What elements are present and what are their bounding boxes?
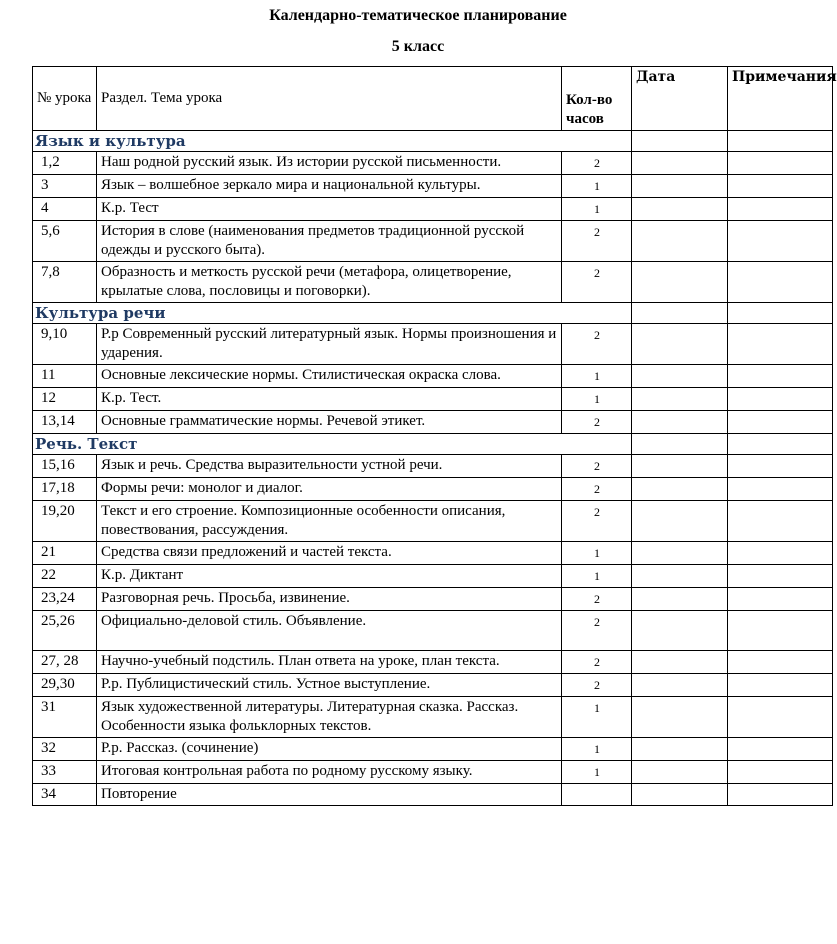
lesson-number: 17,18 [33,478,97,501]
lesson-date-cell [632,588,728,611]
lesson-topic: Основные лексические нормы. Стилистическая окраска слова. [97,365,562,388]
lesson-notes-cell [728,411,833,434]
header-row [33,67,833,131]
lesson-number: 15,16 [33,455,97,478]
lesson-notes-cell [728,262,833,303]
lesson-topic: Язык и речь. Средства выразительности устной речи. [97,455,562,478]
header-hours: Кол-во часов [562,67,632,131]
lesson-notes-cell [728,388,833,411]
lesson-notes-cell [728,738,833,761]
lesson-hours: 1 [562,565,632,588]
lesson-notes-cell [728,501,833,542]
header-notes: Примечания [728,67,833,131]
lesson-topic: Повторение [97,784,562,806]
lesson-notes-cell [728,221,833,262]
lesson-notes-cell [728,175,833,198]
lesson-topic: Язык художественной литературы. Литературная сказка. Рассказ. Особенности языка фольклорных текстов. [97,697,562,738]
lesson-number: 23,24 [33,588,97,611]
lesson-date-cell [632,761,728,784]
page-title: Календарно-тематическое планирование [269,7,567,24]
plan-table [32,66,837,806]
lesson-number: 29,30 [33,674,97,697]
lesson-topic: Научно-учебный подстиль. План ответа на уроке, план текста. [97,651,562,674]
header-topic: Раздел. Тема урока [97,67,562,131]
lesson-row [33,478,833,501]
lesson-notes-cell [728,198,833,221]
lesson-row [33,262,833,303]
lesson-notes-cell [728,565,833,588]
lesson-row [33,388,833,411]
lesson-date-cell [632,784,728,806]
lesson-notes-cell [728,697,833,738]
lesson-number: 4 [33,198,97,221]
lesson-date-cell [632,501,728,542]
lesson-date-cell [632,198,728,221]
lesson-row [33,152,833,175]
lesson-number: 5,6 [33,221,97,262]
lesson-notes-cell [728,651,833,674]
lesson-date-cell [632,697,728,738]
lesson-number: 34 [33,784,97,806]
section-date-cell [632,303,728,324]
lesson-hours: 2 [562,651,632,674]
lesson-topic: Разговорная речь. Просьба, извинение. [97,588,562,611]
lesson-topic: Официально-деловой стиль. Объявление. [97,611,562,651]
section-date-cell [632,434,728,455]
lesson-number: 27, 28 [33,651,97,674]
lesson-notes-cell [728,542,833,565]
section-title: Культура речи [33,303,632,324]
section-row [33,131,833,152]
lesson-topic: Язык – волшебное зеркало мира и национальной культуры. [97,175,562,198]
lesson-notes-cell [728,478,833,501]
lesson-row [33,198,833,221]
lesson-date-cell [632,738,728,761]
lesson-row [33,588,833,611]
lesson-row [33,738,833,761]
lesson-row [33,221,833,262]
lesson-date-cell [632,565,728,588]
lesson-number: 32 [33,738,97,761]
lesson-number: 33 [33,761,97,784]
lesson-row [33,542,833,565]
section-notes-cell [728,131,833,152]
lesson-topic: История в слове (наименования предметов традиционной русской одежды и русского быта). [97,221,562,262]
section-notes-cell [728,434,833,455]
lesson-topic: Р.р. Публицистический стиль. Устное выступление. [97,674,562,697]
lesson-row [33,411,833,434]
lesson-number: 11 [33,365,97,388]
lesson-topic: Текст и его строение. Композиционные особенности описания, повествования, рассуждения. [97,501,562,542]
lesson-row [33,365,833,388]
lesson-hours: 1 [562,761,632,784]
lesson-row [33,651,833,674]
lesson-topic: Основные грамматические нормы. Речевой этикет. [97,411,562,434]
lesson-topic: Формы речи: монолог и диалог. [97,478,562,501]
lesson-date-cell [632,388,728,411]
lesson-notes-cell [728,784,833,806]
lesson-hours: 1 [562,542,632,565]
lesson-row [33,565,833,588]
lesson-date-cell [632,455,728,478]
lesson-row [33,697,833,738]
lesson-notes-cell [728,324,833,365]
lesson-date-cell [632,542,728,565]
lesson-notes-cell [728,365,833,388]
lesson-number: 22 [33,565,97,588]
header-date: Дата [632,67,728,131]
lesson-hours: 2 [562,611,632,651]
lesson-row [33,611,833,651]
lesson-hours: 1 [562,365,632,388]
lesson-date-cell [632,175,728,198]
lesson-number: 21 [33,542,97,565]
lesson-topic: Наш родной русский язык. Из истории русской письменности. [97,152,562,175]
lesson-number: 9,10 [33,324,97,365]
section-title: Речь. Текст [33,434,632,455]
lesson-topic: К.р. Тест. [97,388,562,411]
header-num: № урока [33,67,97,131]
lesson-hours [562,784,632,806]
lesson-notes-cell [728,588,833,611]
lesson-row [33,175,833,198]
lesson-hours: 1 [562,388,632,411]
lesson-row [33,784,833,806]
lesson-hours: 2 [562,501,632,542]
lesson-date-cell [632,611,728,651]
lesson-date-cell [632,365,728,388]
lesson-date-cell [632,674,728,697]
lesson-topic: Р.р Современный русский литературный язык. Нормы произношения и ударения. [97,324,562,365]
lesson-date-cell [632,221,728,262]
lesson-topic: К.р. Диктант [97,565,562,588]
lesson-date-cell [632,478,728,501]
lesson-row [33,501,833,542]
lesson-date-cell [632,324,728,365]
lesson-number: 12 [33,388,97,411]
lesson-date-cell [632,262,728,303]
lesson-hours: 2 [562,455,632,478]
lesson-number: 1,2 [33,152,97,175]
page-subtitle: 5 класс [391,38,445,55]
lesson-notes-cell [728,674,833,697]
lesson-hours: 2 [562,221,632,262]
lesson-row [33,455,833,478]
lesson-hours: 1 [562,697,632,738]
lesson-topic: Образность и меткость русской речи (метафора, олицетворение, крылатые слова, пословицы и поговорки). [97,262,562,303]
lesson-topic: Средства связи предложений и частей текста. [97,542,562,565]
lesson-notes-cell [728,761,833,784]
section-notes-cell [728,303,833,324]
lesson-hours: 2 [562,588,632,611]
lesson-row [33,761,833,784]
lesson-hours: 2 [562,324,632,365]
lesson-row [33,324,833,365]
lesson-hours: 2 [562,411,632,434]
section-row [33,303,833,324]
lesson-hours: 2 [562,478,632,501]
lesson-number: 25,26 [33,611,97,651]
lesson-topic: Итоговая контрольная работа по родному русскому языку. [97,761,562,784]
lesson-number: 13,14 [33,411,97,434]
lesson-number: 3 [33,175,97,198]
section-row [33,434,833,455]
lesson-topic: Р.р. Рассказ. (сочинение) [97,738,562,761]
section-date-cell [632,131,728,152]
lesson-hours: 2 [562,674,632,697]
lesson-number: 31 [33,697,97,738]
lesson-hours: 1 [562,198,632,221]
lesson-row [33,674,833,697]
lesson-hours: 1 [562,738,632,761]
lesson-notes-cell [728,611,833,651]
lesson-hours: 1 [562,175,632,198]
lesson-date-cell [632,411,728,434]
lesson-number: 7,8 [33,262,97,303]
lesson-notes-cell [728,152,833,175]
lesson-date-cell [632,651,728,674]
lesson-hours: 2 [562,262,632,303]
lesson-number: 19,20 [33,501,97,542]
lesson-topic: К.р. Тест [97,198,562,221]
section-title: Язык и культура [33,131,632,152]
lesson-hours: 2 [562,152,632,175]
lesson-notes-cell [728,455,833,478]
lesson-date-cell [632,152,728,175]
